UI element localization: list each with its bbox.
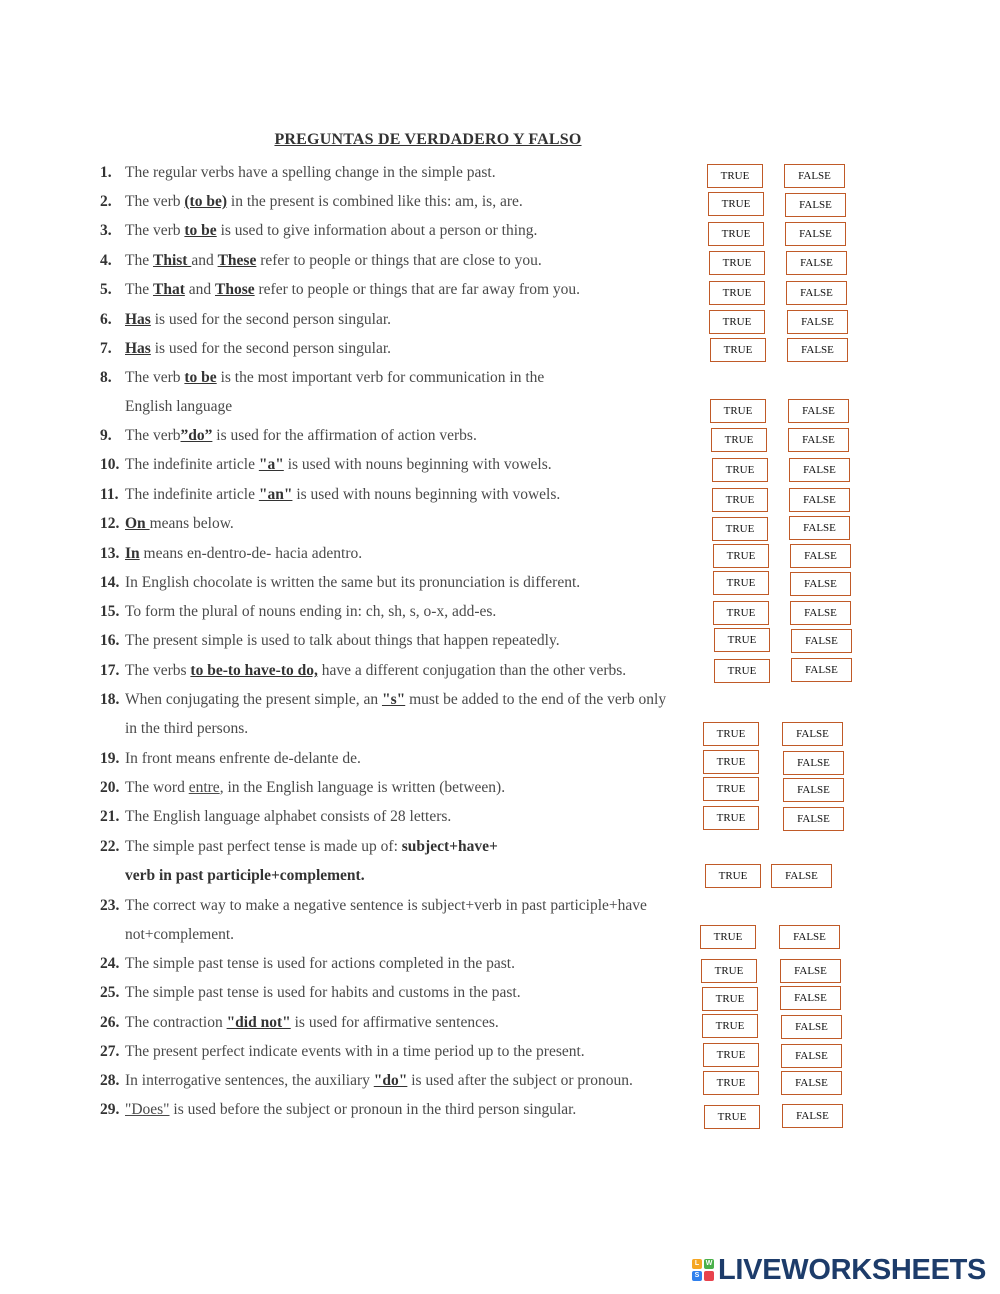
question-text: The word entre, in the English language is written (between). [125, 779, 506, 796]
false-button-q12[interactable]: FALSE [789, 516, 850, 540]
question-number: 15. [100, 603, 120, 620]
question-19 [100, 748, 361, 770]
question-22-continuation: verb in past participle+complement. [125, 867, 365, 884]
false-button-q6[interactable]: FALSE [787, 310, 848, 334]
question-text: The verb to be is used to give information about a person or thing. [125, 222, 538, 239]
false-button-q22[interactable]: FALSE [771, 864, 832, 888]
question-text: The simple past tense is used for habits and customs in the past. [125, 984, 521, 1001]
question-23-continuation: not+complement. [125, 926, 235, 943]
true-button-q16[interactable]: TRUE [714, 628, 770, 652]
question-text: The verb (to be) in the present is combined like this: am, is, are. [125, 193, 523, 210]
false-button-q28[interactable]: FALSE [781, 1071, 842, 1095]
question-text: Has is used for the second person singular. [125, 311, 392, 328]
true-button-q28[interactable]: TRUE [703, 1071, 759, 1095]
logo-mark-icon [692, 1259, 714, 1281]
question-text: The contraction "did not" is used for affirmative sentences. [125, 1014, 499, 1031]
question-22 [100, 836, 498, 858]
false-button-q24[interactable]: FALSE [780, 959, 841, 983]
true-button-q8[interactable]: TRUE [710, 399, 766, 423]
question-21 [100, 806, 451, 828]
false-button-q13[interactable]: FALSE [790, 544, 851, 568]
question-text: The indefinite article "an" is used with nouns beginning with vowels. [125, 486, 561, 503]
question-text: The present simple is used to talk about things that happen repeatedly. [125, 632, 560, 649]
question-25 [100, 982, 521, 1004]
logo-mark-cell: S [692, 1271, 702, 1281]
question-number: 28. [100, 1072, 120, 1089]
question-10 [100, 454, 552, 476]
question-number: 12. [100, 515, 120, 532]
question-text: The Thist and These refer to people or things that are close to you. [125, 252, 542, 269]
question-number: 22. [100, 838, 120, 855]
false-button-q29[interactable]: FALSE [782, 1104, 843, 1128]
question-18 [100, 689, 666, 711]
false-button-q1[interactable]: FALSE [784, 164, 845, 188]
false-button-q19[interactable]: FALSE [783, 751, 844, 775]
question-26 [100, 1012, 499, 1034]
question-3 [100, 220, 537, 242]
question-number: 26. [100, 1014, 120, 1031]
question-number: 24. [100, 955, 120, 972]
question-text: The simple past tense is used for actions completed in the past. [125, 955, 515, 972]
true-button-q5[interactable]: TRUE [709, 281, 765, 305]
question-28 [100, 1070, 633, 1092]
question-text: The That and Those refer to people or things that are far away from you. [125, 281, 580, 298]
true-button-q21[interactable]: TRUE [703, 806, 759, 830]
true-button-q9[interactable]: TRUE [711, 428, 767, 452]
true-button-q24[interactable]: TRUE [701, 959, 757, 983]
question-15 [100, 601, 496, 623]
false-button-q3[interactable]: FALSE [785, 222, 846, 246]
question-text: The indefinite article "a" is used with nouns beginning with vowels. [125, 456, 552, 473]
false-button-q10[interactable]: FALSE [789, 458, 850, 482]
false-button-q25[interactable]: FALSE [780, 986, 841, 1010]
question-24 [100, 953, 515, 975]
question-number: 8. [100, 369, 112, 386]
false-button-q7[interactable]: FALSE [787, 338, 848, 362]
true-button-q1[interactable]: TRUE [707, 164, 763, 188]
question-text: On means below. [125, 515, 234, 532]
question-number: 14. [100, 574, 120, 591]
question-text: The present perfect indicate events with in a time period up to the present. [125, 1043, 585, 1060]
question-number: 1. [100, 164, 112, 181]
question-number: 6. [100, 311, 112, 328]
true-button-q26[interactable]: TRUE [702, 1014, 758, 1038]
question-number: 20. [100, 779, 120, 796]
false-button-q11[interactable]: FALSE [789, 488, 850, 512]
question-5 [100, 279, 580, 301]
true-button-q19[interactable]: TRUE [703, 750, 759, 774]
logo-text: LIVEWORKSHEETS [718, 1253, 987, 1286]
question-1 [100, 162, 496, 184]
question-number: 13. [100, 545, 120, 562]
question-number: 23. [100, 897, 120, 914]
question-12 [100, 513, 234, 535]
question-2 [100, 191, 523, 213]
true-button-q15[interactable]: TRUE [713, 601, 769, 625]
false-button-q23[interactable]: FALSE [779, 925, 840, 949]
question-text: The simple past perfect tense is made up of: subject+have+ [125, 838, 498, 855]
false-button-q18[interactable]: FALSE [782, 722, 843, 746]
false-button-q16[interactable]: FALSE [791, 629, 852, 653]
question-text: In English chocolate is written the same but its pronunciation is different. [125, 574, 581, 591]
true-button-q29[interactable]: TRUE [704, 1105, 760, 1129]
question-13 [100, 543, 362, 565]
question-number: 18. [100, 691, 120, 708]
question-11 [100, 484, 560, 506]
true-button-q27[interactable]: TRUE [703, 1043, 759, 1067]
question-text: The verb”do” is used for the affirmation of action verbs. [125, 427, 477, 444]
question-number: 17. [100, 662, 120, 679]
question-18-continuation: in the third persons. [125, 720, 249, 737]
question-number: 19. [100, 750, 120, 767]
false-button-q5[interactable]: FALSE [786, 281, 847, 305]
true-button-q18[interactable]: TRUE [703, 722, 759, 746]
question-number: 9. [100, 427, 112, 444]
true-button-q6[interactable]: TRUE [709, 310, 765, 334]
false-button-q9[interactable]: FALSE [788, 428, 849, 452]
question-17 [100, 660, 626, 682]
false-button-q15[interactable]: FALSE [790, 601, 851, 625]
question-number: 21. [100, 808, 120, 825]
question-number: 2. [100, 193, 112, 210]
false-button-q20[interactable]: FALSE [783, 778, 844, 802]
question-text: In interrogative sentences, the auxiliary "do" is used after the subject or pronoun. [125, 1072, 633, 1089]
false-button-q4[interactable]: FALSE [786, 251, 847, 275]
question-text: In front means enfrente de-delante de. [125, 750, 361, 767]
question-20 [100, 777, 505, 799]
question-27 [100, 1041, 585, 1063]
question-text: The regular verbs have a spelling change in the simple past. [125, 164, 496, 181]
question-text: When conjugating the present simple, an "s" must be added to the end of the verb only [125, 691, 667, 708]
question-text: "Does" is used before the subject or pronoun in the third person singular. [125, 1101, 577, 1118]
question-number: 11. [100, 486, 119, 503]
false-button-q26[interactable]: FALSE [781, 1015, 842, 1039]
true-button-q2[interactable]: TRUE [708, 192, 764, 216]
false-button-q8[interactable]: FALSE [788, 399, 849, 423]
question-number: 5. [100, 281, 112, 298]
false-button-q17[interactable]: FALSE [791, 658, 852, 682]
true-button-q11[interactable]: TRUE [712, 488, 768, 512]
question-number: 4. [100, 252, 112, 269]
liveworksheets-logo [692, 1253, 986, 1287]
question-9 [100, 425, 477, 447]
question-text: In means en-dentro-de- hacia adentro. [125, 545, 363, 562]
true-button-q25[interactable]: TRUE [702, 987, 758, 1011]
false-button-q14[interactable]: FALSE [790, 572, 851, 596]
question-text: The correct way to make a negative sentence is subject+verb in past participle+have [125, 897, 647, 914]
question-number: 27. [100, 1043, 120, 1060]
question-23 [100, 895, 647, 917]
true-button-q3[interactable]: TRUE [708, 222, 764, 246]
true-button-q13[interactable]: TRUE [713, 544, 769, 568]
question-16 [100, 630, 560, 652]
question-8 [100, 367, 544, 389]
question-29 [100, 1099, 576, 1121]
page-title: PREGUNTAS DE VERDADERO Y FALSO [274, 131, 582, 148]
false-button-q27[interactable]: FALSE [781, 1044, 842, 1068]
true-button-q14[interactable]: TRUE [713, 571, 769, 595]
true-button-q20[interactable]: TRUE [703, 777, 759, 801]
question-text: The verb to be is the most important verb for communication in the [125, 369, 545, 386]
question-number: 3. [100, 222, 112, 239]
question-14 [100, 572, 580, 594]
question-number: 29. [100, 1101, 120, 1118]
true-button-q22[interactable]: TRUE [705, 864, 761, 888]
true-button-q12[interactable]: TRUE [712, 517, 768, 541]
true-button-q17[interactable]: TRUE [714, 659, 770, 683]
question-8-continuation: English language [125, 398, 233, 415]
question-number: 25. [100, 984, 120, 1001]
true-button-q7[interactable]: TRUE [710, 338, 766, 362]
false-button-q21[interactable]: FALSE [783, 807, 844, 831]
true-button-q23[interactable]: TRUE [700, 925, 756, 949]
question-number: 7. [100, 340, 112, 357]
question-7 [100, 338, 391, 360]
question-text: To form the plural of nouns ending in: ch, sh, s, o-x, add-es. [125, 603, 497, 620]
logo-mark-cell: L [692, 1259, 702, 1269]
question-text: The English language alphabet consists of 28 letters. [125, 808, 452, 825]
question-number: 10. [100, 456, 120, 473]
question-text: The verbs to be-to have-to do, have a different conjugation than the other verbs. [125, 662, 627, 679]
logo-mark-cell: W [705, 1260, 713, 1267]
question-number: 16. [100, 632, 120, 649]
question-text: Has is used for the second person singular. [125, 340, 392, 357]
question-6 [100, 309, 391, 331]
logo-mark-cell [704, 1271, 714, 1281]
false-button-q2[interactable]: FALSE [785, 193, 846, 217]
true-button-q4[interactable]: TRUE [709, 251, 765, 275]
true-button-q10[interactable]: TRUE [712, 458, 768, 482]
question-4 [100, 250, 542, 272]
